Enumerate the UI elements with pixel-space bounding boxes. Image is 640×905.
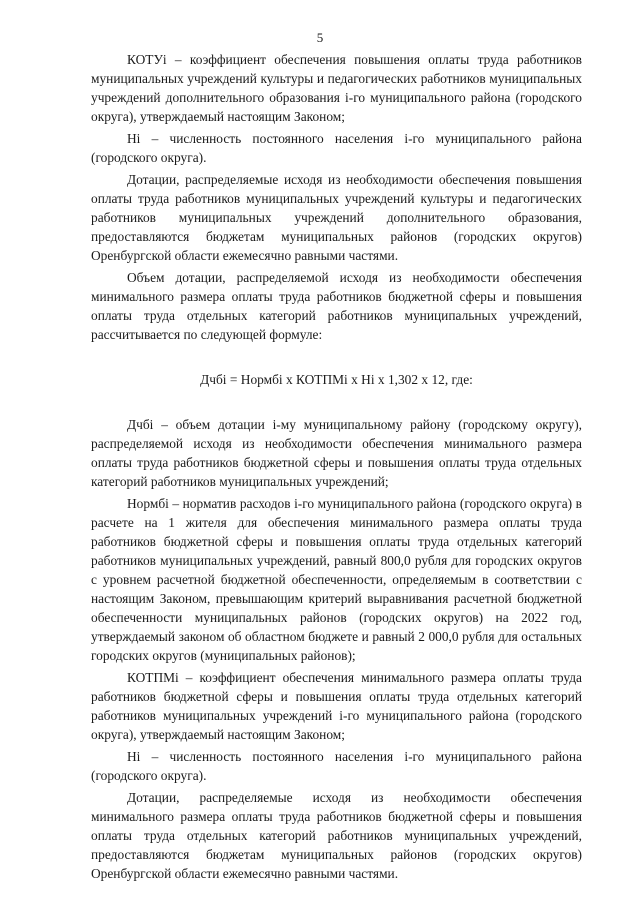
paragraph-min-wage-subsidy-distribution: Дотации, распределяемые исходя из необходимости обеспечения минимального размера оплаты труда работников бюджетной сферы и повышения оплаты труда отдельных категорий работников муниципальных учреждений, предоставляются бюджетам муниципальных районов (городских округов) Оренбургской области ежемесячно равными частями.	[91, 790, 582, 881]
paragraph-population-definition: Нi – численность постоянного населения i-го муниципального района (городского округа).	[91, 131, 582, 165]
paragraph-kotpm-definition: КОТПМi – коэффициент обеспечения минимального размера оплаты труда работников бюджетной сферы и повышения оплаты труда отдельных категорий работников муниципальных учреждений i-го муниципального района (городского округа), утверждаемый настоящим Законом;	[91, 670, 582, 742]
paragraph-formula-intro: Объем дотации, распределяемой исходя из необходимости обеспечения минимального размера оплаты труда работников бюджетной сферы и повышения оплаты труда отдельных категорий работников муниципальных учреждений, рассчитывается по следующей формуле:	[91, 270, 582, 342]
formula: Дчбi = Нормбi x КОТПМi x Нi x 1,302 x 12, где:	[200, 372, 473, 387]
paragraph-dchb-definition: Дчбi – объем дотации i-му муниципальному району (городскому округу), распределяемой исходя из необходимости обеспечения минимального размера оплаты труда работников бюджетной сферы и повышения оплаты труда отдельных категорий работников муниципальных учреждений;	[91, 417, 582, 489]
paragraph-culture-subsidy-distribution: Дотации, распределяемые исходя из необходимости обеспечения повышения оплаты труда работников муниципальных учреждений культуры и педагогических работников муниципальных учреждений дополнительного образования, предоставляются бюджетам муниципальных районов (городских округов) Оренбургской области ежемесячно равными частями.	[91, 172, 582, 263]
document-body	[91, 50, 582, 886]
paragraph-normb-definition: Нормбi – норматив расходов i-го муниципального района (городского округа) в расчете на 1 жителя для обеспечения минимального размера оплаты труда работников бюджетной сферы и повышения оплаты труда отдельных категорий работников муниципальных учреждений, равный 800,0 рубля для городских округов с уровнем расчетной бюджетной обеспеченности, определяемым в соответствии с настоящим Законом, превышающим критерий выравнивания расчетной бюджетной обеспеченности муниципальных районов (городских округов) на 2022 год, утверждаемый законом об областном бюджете и равный 2 000,0 рубля для остальных городских округов (муниципальных районов);	[91, 496, 582, 663]
paragraph-kotu-definition: КОТУi – коэффициент обеспечения повышения оплаты труда работников муниципальных учреждений культуры и педагогических работников муниципальных учреждений дополнительного образования i-го муниципального района (городского округа), утверждаемый настоящим Законом;	[91, 52, 582, 124]
page-number: 5	[316, 30, 324, 45]
paragraph-population-definition-2: Нi – численность постоянного населения i-го муниципального района (городского округа).	[91, 749, 582, 783]
